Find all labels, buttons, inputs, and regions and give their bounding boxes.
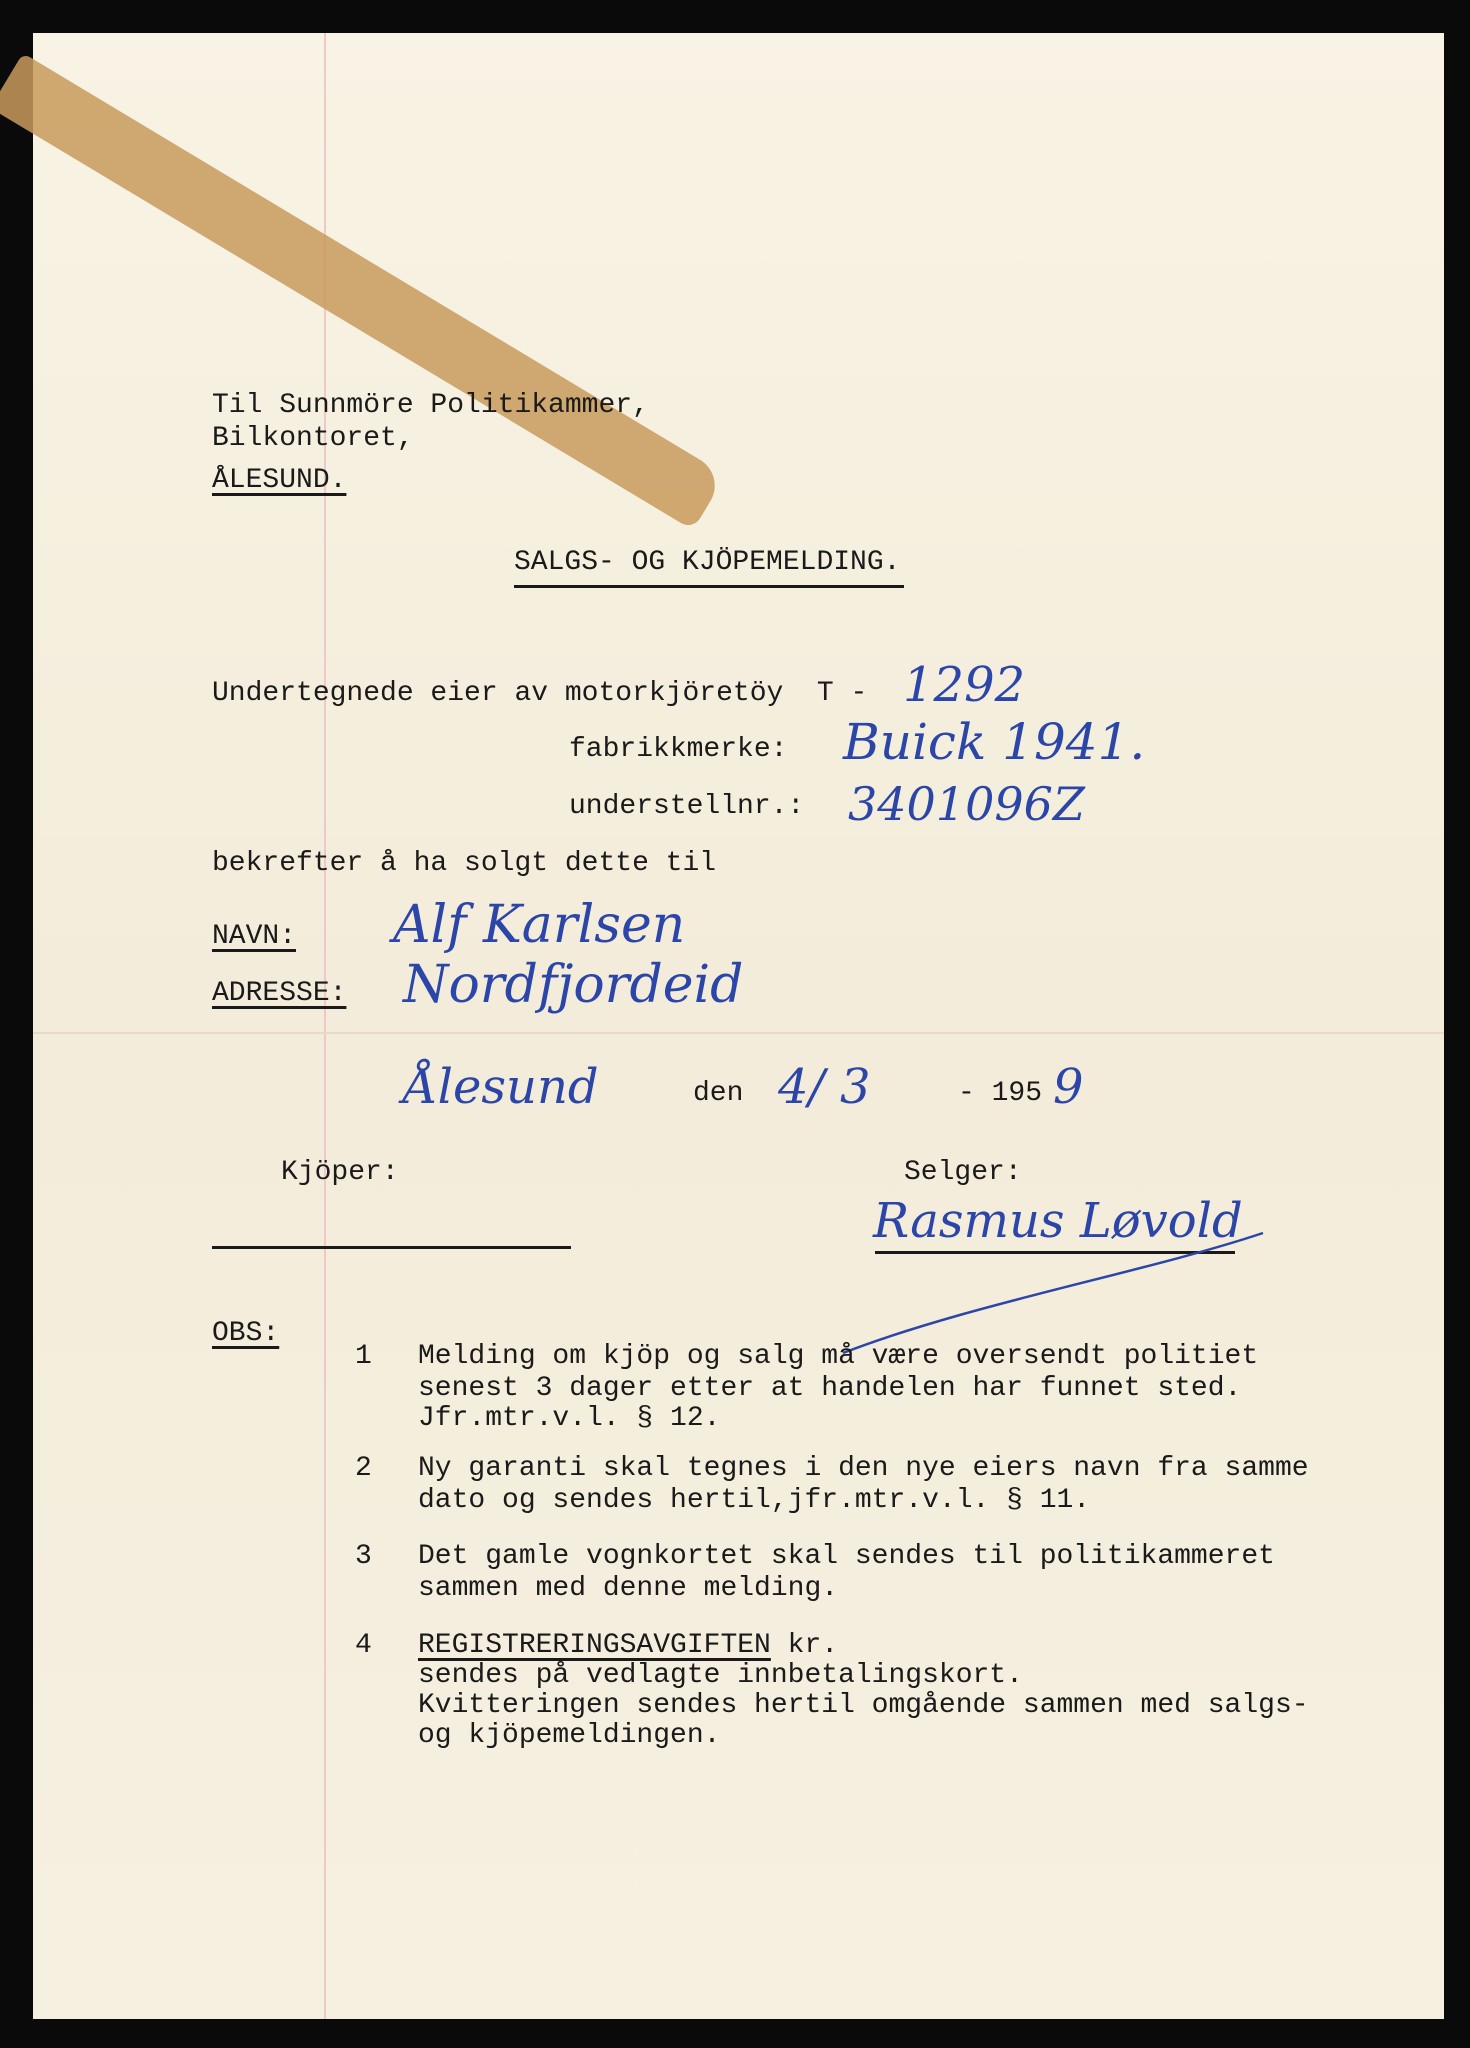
date-den: den	[693, 1078, 744, 1109]
buyer-name: Alf Karlsen	[393, 895, 686, 955]
date-value: 4/ 3	[778, 1059, 871, 1115]
note-line: sammen med denne melding.	[418, 1573, 839, 1604]
note-number: 4	[355, 1630, 372, 1661]
note-line: sendes på vedlagte innbetalingskort.	[418, 1660, 1023, 1691]
owner-label: Undertegnede eier av motorkjöretöy T -	[212, 678, 868, 709]
registration-number: 1292	[903, 657, 1026, 713]
note-line: Melding om kjöp og salg må være oversendt politiet	[418, 1341, 1259, 1372]
obs-label: OBS:	[212, 1318, 280, 1349]
note-heading-suffix: kr.	[770, 1630, 839, 1661]
recipient-line-1: Til Sunnmöre Politikammer,	[212, 390, 649, 421]
make-label: fabrikkmerke:	[569, 734, 788, 765]
recipient-line-2: Bilkontoret,	[212, 423, 414, 454]
buyer-signature-line	[212, 1246, 571, 1249]
note-line: Jfr.mtr.v.l. § 12.	[418, 1403, 721, 1434]
note-line: dato og sendes hertil,jfr.mtr.v.l. § 11.	[418, 1485, 1091, 1516]
note-line: Kvitteringen sendes hertil omgående sammen med salgs-	[418, 1690, 1309, 1721]
document-title: SALGS- OG KJÖPEMELDING.	[514, 547, 901, 578]
note-line: og kjöpemeldingen.	[418, 1720, 721, 1751]
note-line: senest 3 dager etter at handelen har funnet sted.	[418, 1373, 1242, 1404]
year-prefix: - 195	[958, 1078, 1043, 1109]
note-number: 2	[355, 1453, 372, 1484]
note-heading: REGISTRERINGSAVGIFTEN	[418, 1630, 771, 1661]
address-label: ADRESSE:	[212, 978, 347, 1009]
place-value: Ålesund	[403, 1059, 599, 1115]
seller-label: Selger:	[904, 1157, 1022, 1188]
recipient-city: ÅLESUND.	[212, 465, 347, 496]
note-line: Ny garanti skal tegnes i den nye eiers navn fra samme	[418, 1453, 1309, 1484]
chassis-label: understellnr.:	[569, 791, 805, 822]
note-heading-row	[418, 1632, 838, 1660]
buyer-address: Nordfjordeid	[403, 955, 744, 1015]
note-number: 1	[355, 1341, 372, 1372]
margin-line	[324, 33, 326, 2019]
note-line: Det gamle vognkortet skal sendes til politikammeret	[418, 1541, 1275, 1572]
adhesive-tape-stain	[0, 53, 726, 530]
make-value: Buick 1941.	[843, 713, 1146, 771]
buyer-label: Kjöper:	[281, 1157, 399, 1188]
year-suffix: 9	[1053, 1059, 1084, 1115]
chassis-value: 3401096Z	[848, 777, 1085, 831]
note-number: 3	[355, 1541, 372, 1572]
fold-crease	[33, 1032, 1444, 1034]
document-page	[33, 33, 1444, 2019]
name-label: NAVN:	[212, 921, 297, 952]
confirm-text: bekrefter å ha solgt dette til	[212, 848, 717, 879]
title-underline	[514, 585, 904, 588]
seller-signature: Rasmus Løvold	[873, 1193, 1243, 1249]
